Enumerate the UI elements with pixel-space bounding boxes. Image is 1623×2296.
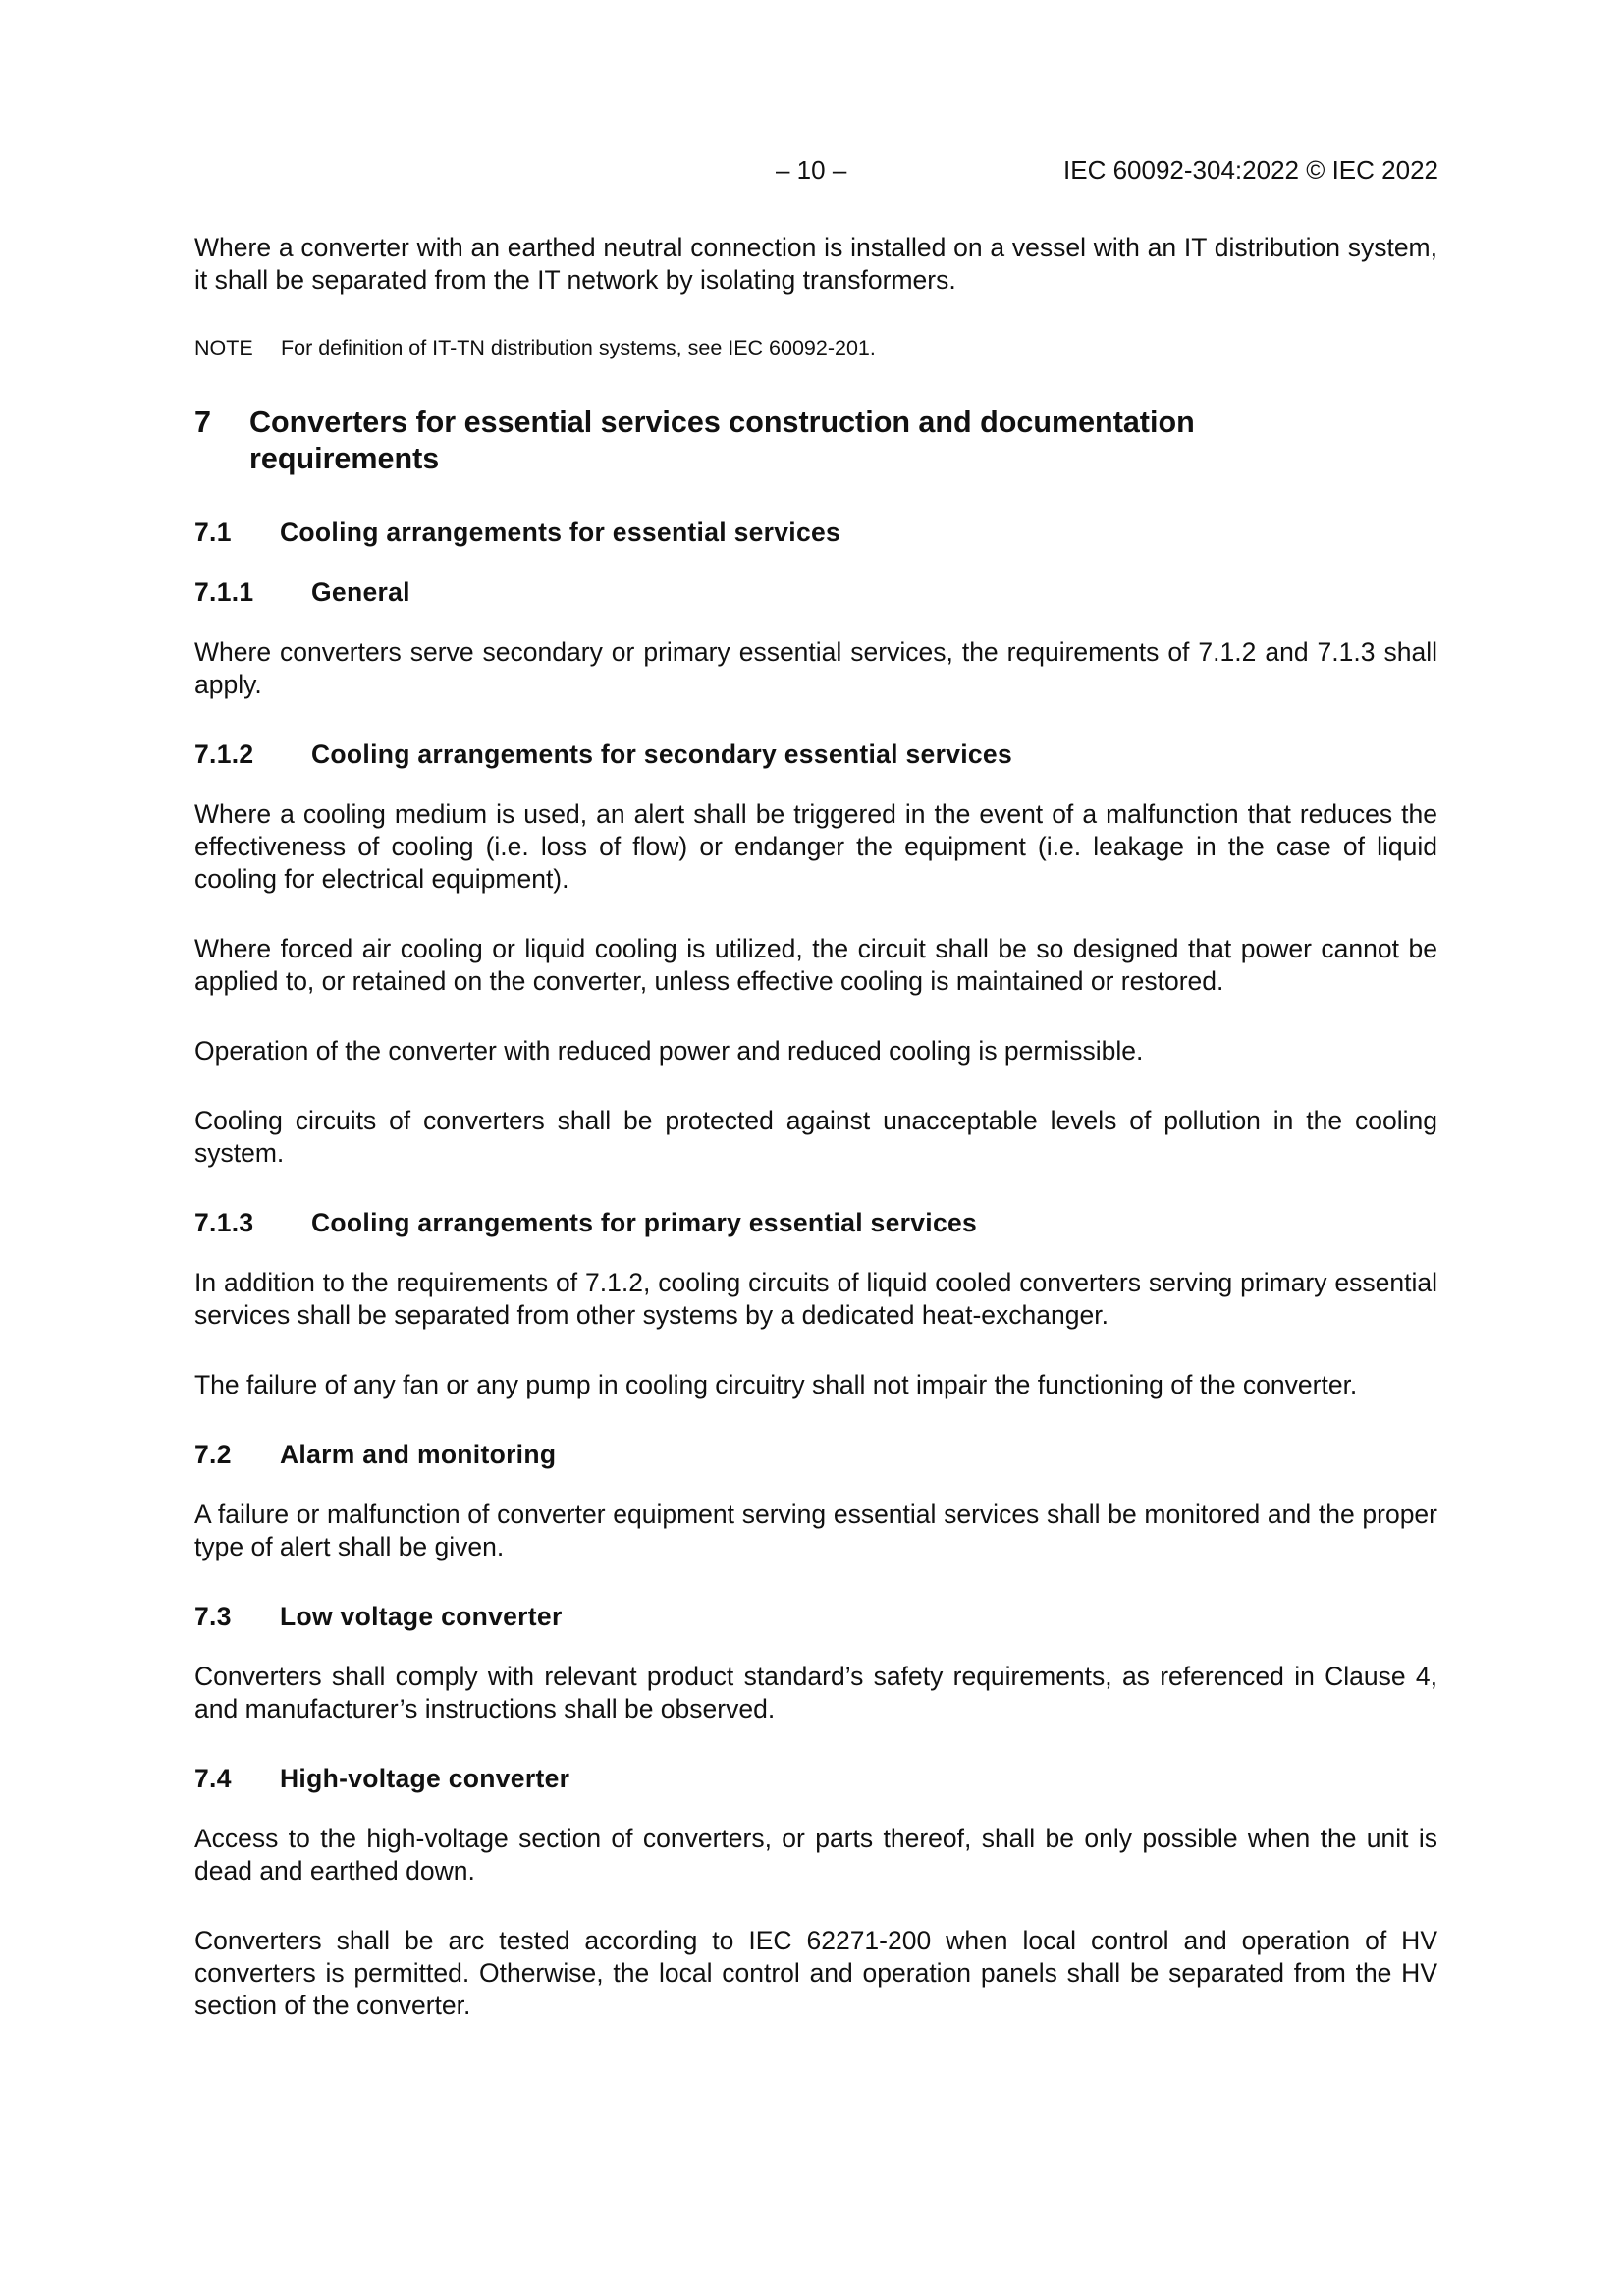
section-7-1-heading bbox=[194, 517, 1437, 549]
document-body bbox=[194, 232, 1437, 2059]
paragraph: In addition to the requirements of 7.1.2, cooling circuits of liquid cooled converters serving primary essential services shall be separated from other systems by a dedicated heat-exchanger. bbox=[194, 1268, 1437, 1330]
clause-number: 7 bbox=[194, 406, 211, 439]
paragraph: Where a cooling medium is used, an alert shall be triggered in the event of a malfunction that reduces the effectiveness of cooling (i.e. loss of flow) or endanger the equipment (i.e. leakage in the case of liquid cooling for electrical equipment). bbox=[194, 799, 1437, 894]
section-7-1-1-heading bbox=[194, 576, 1437, 609]
clause-title: Converters for essential services construction and documentation requirements bbox=[249, 406, 1195, 475]
paragraph: A failure or malfunction of converter equipment serving essential services shall be monitored and the proper type of alert shall be given. bbox=[194, 1500, 1437, 1561]
section-title: Cooling arrangements for primary essential services bbox=[311, 1208, 978, 1237]
note-text: For definition of IT-TN distribution systems, see IEC 60092-201. bbox=[281, 336, 876, 359]
paragraph: Where forced air cooling or liquid cooling is utilized, the circuit shall be so designed that power cannot be applied to, or retained on the converter, unless effective cooling is maintained or restored. bbox=[194, 934, 1437, 996]
section-number: 7.1.2 bbox=[194, 739, 254, 769]
clause-7-heading bbox=[194, 405, 1437, 477]
section-number: 7.4 bbox=[194, 1764, 232, 1793]
paragraph: Cooling circuits of converters shall be protected against unacceptable levels of pollution in the cooling system. bbox=[194, 1106, 1437, 1168]
section-7-1-3-heading bbox=[194, 1207, 1437, 1239]
section-number: 7.1 bbox=[194, 518, 232, 547]
section-number: 7.1.1 bbox=[194, 577, 254, 607]
paragraph: Converters shall comply with relevant product standard’s safety requirements, as referenced in Clause 4, and manufacturer’s instructions shall be observed. bbox=[194, 1662, 1437, 1723]
page-header bbox=[0, 155, 1623, 191]
section-7-3-heading bbox=[194, 1601, 1437, 1633]
section-number: 7.3 bbox=[194, 1602, 232, 1631]
paragraph: Operation of the converter with reduced power and reduced cooling is permissible. bbox=[194, 1036, 1144, 1066]
document-identifier: IEC 60092-304:2022 © IEC 2022 bbox=[1063, 155, 1438, 185]
section-title: Cooling arrangements for secondary essential services bbox=[311, 739, 1013, 769]
section-number: 7.2 bbox=[194, 1440, 232, 1469]
section-7-1-2-heading bbox=[194, 738, 1437, 771]
section-title: Cooling arrangements for essential services bbox=[280, 518, 841, 547]
section-title: Alarm and monitoring bbox=[280, 1440, 557, 1469]
section-number: 7.1.3 bbox=[194, 1208, 254, 1237]
paragraph: Converters shall be arc tested according to IEC 62271-200 when local control and operation of HV converters is permitted. Otherwise, the local control and operation panels shall be separated from the HV section of the converter. bbox=[194, 1926, 1437, 2020]
paragraph: Where converters serve secondary or primary essential services, the requirements of 7.1.2 and 7.1.3 shall apply. bbox=[194, 637, 1437, 699]
intro-paragraph: Where a converter with an earthed neutral connection is installed on a vessel with an IT distribution system, it shall be separated from the IT network by isolating transformers. bbox=[194, 233, 1437, 295]
section-title: Low voltage converter bbox=[280, 1602, 563, 1631]
section-7-2-heading bbox=[194, 1439, 1437, 1471]
note bbox=[194, 334, 1437, 361]
note-label: NOTE bbox=[194, 336, 253, 359]
section-title: High-voltage converter bbox=[280, 1764, 570, 1793]
paragraph: Access to the high-voltage section of converters, or parts thereof, shall be only possible when the unit is dead and earthed down. bbox=[194, 1824, 1437, 1886]
section-title: General bbox=[311, 577, 410, 607]
paragraph: The failure of any fan or any pump in cooling circuitry shall not impair the functioning of the converter. bbox=[194, 1370, 1358, 1399]
section-7-4-heading bbox=[194, 1763, 1437, 1795]
page-number: – 10 – bbox=[776, 155, 847, 185]
